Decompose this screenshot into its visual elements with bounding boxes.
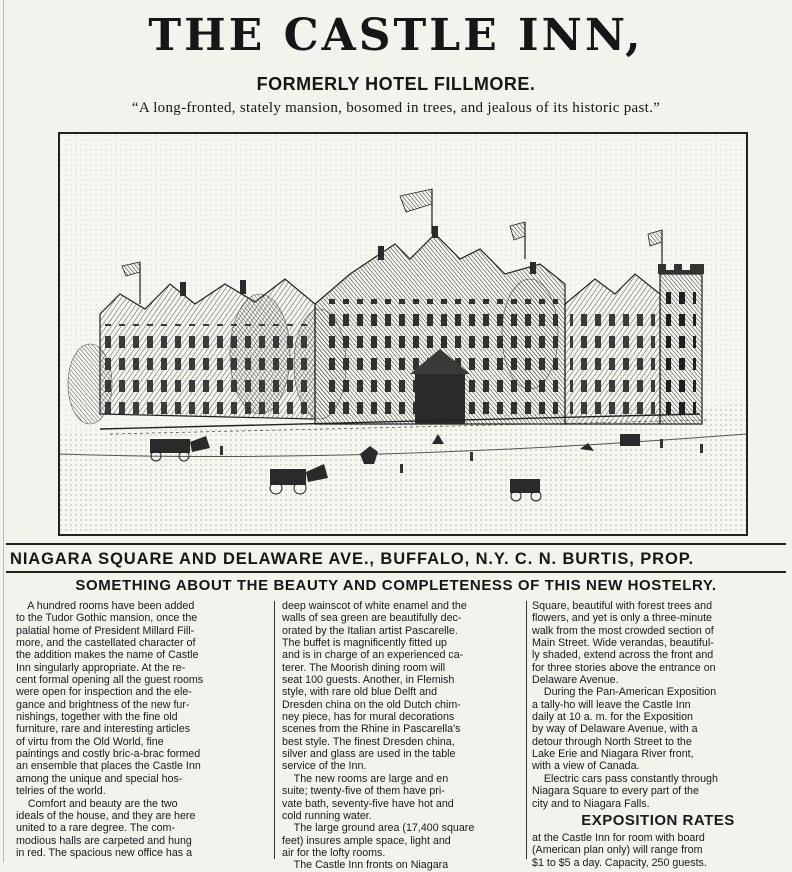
article-text-line: Comfort and beauty are the two: [16, 797, 178, 810]
article-text-line: silver and glass are used in the table: [282, 748, 456, 761]
article-text-line: city and to Niagara Falls.: [532, 797, 650, 810]
article-text-line: united to a rare degree. The com-: [16, 822, 176, 835]
article-text-line: of virtu from the Old World, fine: [16, 735, 164, 748]
article-text-line: palatial home of President Millard Fill-: [16, 624, 195, 637]
article-column-3: [532, 600, 784, 869]
column-3-bottom: [532, 832, 784, 869]
article-text-line: scenes from the Rhine in Pascarella's: [282, 723, 461, 736]
article-text-line: Delaware Avenue.: [532, 674, 619, 687]
article-text-line: more, and the castellated character of: [16, 637, 196, 650]
article-text-line: Main Street. Wide verandas, beautiful-: [532, 637, 714, 650]
corner-tower: [658, 264, 704, 424]
article-text-line: furniture, rare and interesting articles: [16, 723, 191, 736]
article-text-line: The new rooms are large and en: [282, 772, 449, 785]
article-text-line: The buffet is magnificently fitted up: [282, 637, 447, 650]
article-text-line: (American plan only) will range from: [532, 844, 703, 857]
article-text-line: were open for inspection and the ele-: [16, 686, 192, 699]
article-text-line: among the unique and special hos-: [16, 772, 183, 785]
article-text-line: deep wainscot of white enamel and the: [282, 600, 467, 612]
ad-subtitle: FORMERLY HOTEL FILLMORE.: [256, 74, 536, 94]
article-text-line: style, with rare old blue Delft and: [282, 686, 438, 699]
article-text-line: with a view of Canada.: [532, 760, 640, 773]
article-text-line: Inn singularly appropriate. At the re-: [16, 661, 186, 674]
article-text-line: seat 100 guests. Another, in Flemish: [282, 674, 455, 687]
article-text-line: by way of Delaware Avenue, with a: [532, 723, 698, 736]
article-text-line: The large ground area (17,400 square: [282, 822, 475, 835]
column-divider-2: [526, 601, 527, 859]
article-text-line: service of the Inn.: [282, 760, 367, 773]
article-text-line: orated by the Italian artist Pascarelle.: [282, 624, 458, 637]
article-text-line: Electric cars pass constantly through: [532, 772, 718, 785]
article-text-line: the addition makes the name of Castle: [16, 649, 199, 662]
article-text-line: ney piece, has for mural decorations: [282, 711, 455, 724]
castle-engraving: [58, 132, 748, 536]
column-divider-1: [274, 601, 275, 859]
article-text-line: suite; twenty-five of them have pri-: [282, 785, 445, 798]
ad-quote: “A long-fronted, stately mansion, bosomed in trees, and jealous of its historic past.”: [131, 100, 661, 116]
article-column-1: [16, 600, 270, 859]
article-text-line: an ensemble that places the Castle Inn: [16, 760, 201, 773]
article-column-2: [282, 600, 522, 872]
rates-heading: EXPOSITION RATES: [581, 811, 735, 829]
article-text-line: vate bath, seventy-five have hot and: [282, 797, 454, 810]
article-text-line: telries of the world.: [16, 785, 106, 798]
article-text-line: terer. The Moorish dining room will: [282, 661, 446, 674]
article-text-line: $1 to $5 a day. Capacity, 250 guests.: [532, 856, 707, 869]
article-text-line: The Castle Inn fronts on Niagara: [282, 859, 449, 872]
article-text-line: a tally-ho will leave the Castle Inn: [532, 698, 691, 711]
article-text-line: During the Pan-American Exposition: [532, 686, 717, 699]
castle-engraving-icon: [60, 134, 746, 534]
article-text-line: feet) insures ample space, light and: [282, 834, 451, 847]
article-text-line: modious halls are carpeted and hung: [16, 834, 192, 847]
article-text-line: flowers, and yet is only a three-minute: [532, 612, 712, 625]
article-text-line: detour through North Street to the: [532, 735, 692, 748]
article-text-line: Square, beautiful with forest trees and: [532, 600, 713, 612]
column-3-top: [532, 600, 784, 810]
article-text-line: cold running water.: [282, 809, 372, 822]
article-text-line: paintings and costly bric-a-brac formed: [16, 748, 201, 761]
address-divider: [6, 571, 786, 573]
article-text-line: and is in charge of an experienced ca-: [282, 649, 464, 662]
article-text-line: cent formal opening all the guest rooms: [16, 674, 204, 687]
right-wing: [565, 274, 660, 424]
article-text-line: walk from the most crowded section of: [532, 624, 714, 637]
top-divider: [6, 543, 786, 545]
article-text-line: Dresden china on the old Dutch chim-: [282, 698, 461, 711]
ad-title: THE CASTLE INN,: [148, 10, 644, 61]
article-text-line: to the Tudor Gothic mansion, once the: [16, 612, 198, 625]
article-text-line: ideals of the house, and they are here: [16, 809, 196, 822]
page-edge-line: [3, 0, 4, 862]
article-text-line: at the Castle Inn for room with board: [532, 831, 705, 844]
article-text-line: best style. The finest Dresden china,: [282, 735, 455, 748]
article-text-line: Niagara Square to every part of the: [532, 785, 699, 798]
article-text-line: Lake Erie and Niagara River front,: [532, 748, 694, 761]
article-text-line: nishings, together with the fine old: [16, 711, 178, 724]
article-text-line: gance and brightness of the new fur-: [16, 698, 190, 711]
article-text-line: in red. The spacious new office has a: [16, 846, 193, 859]
article-text-line: ly shaded, extend across the front and: [532, 649, 714, 662]
article-headline: SOMETHING ABOUT THE BEAUTY AND COMPLETENESS OF THIS NEW HOSTELRY.: [75, 577, 717, 594]
article-text-line: daily at 10 a. m. for the Exposition: [532, 711, 693, 724]
article-text-line: A hundred rooms have been added: [16, 600, 195, 612]
address-line: NIAGARA SQUARE AND DELAWARE AVE., BUFFALO, N.Y. C. N. BURTIS, PROP.: [10, 550, 694, 568]
article-text-line: walls of sea green are beautifully dec-: [282, 612, 462, 625]
article-text-line: for three stories above the entrance on: [532, 661, 716, 674]
article-text-line: air for the lofty rooms.: [282, 846, 386, 859]
